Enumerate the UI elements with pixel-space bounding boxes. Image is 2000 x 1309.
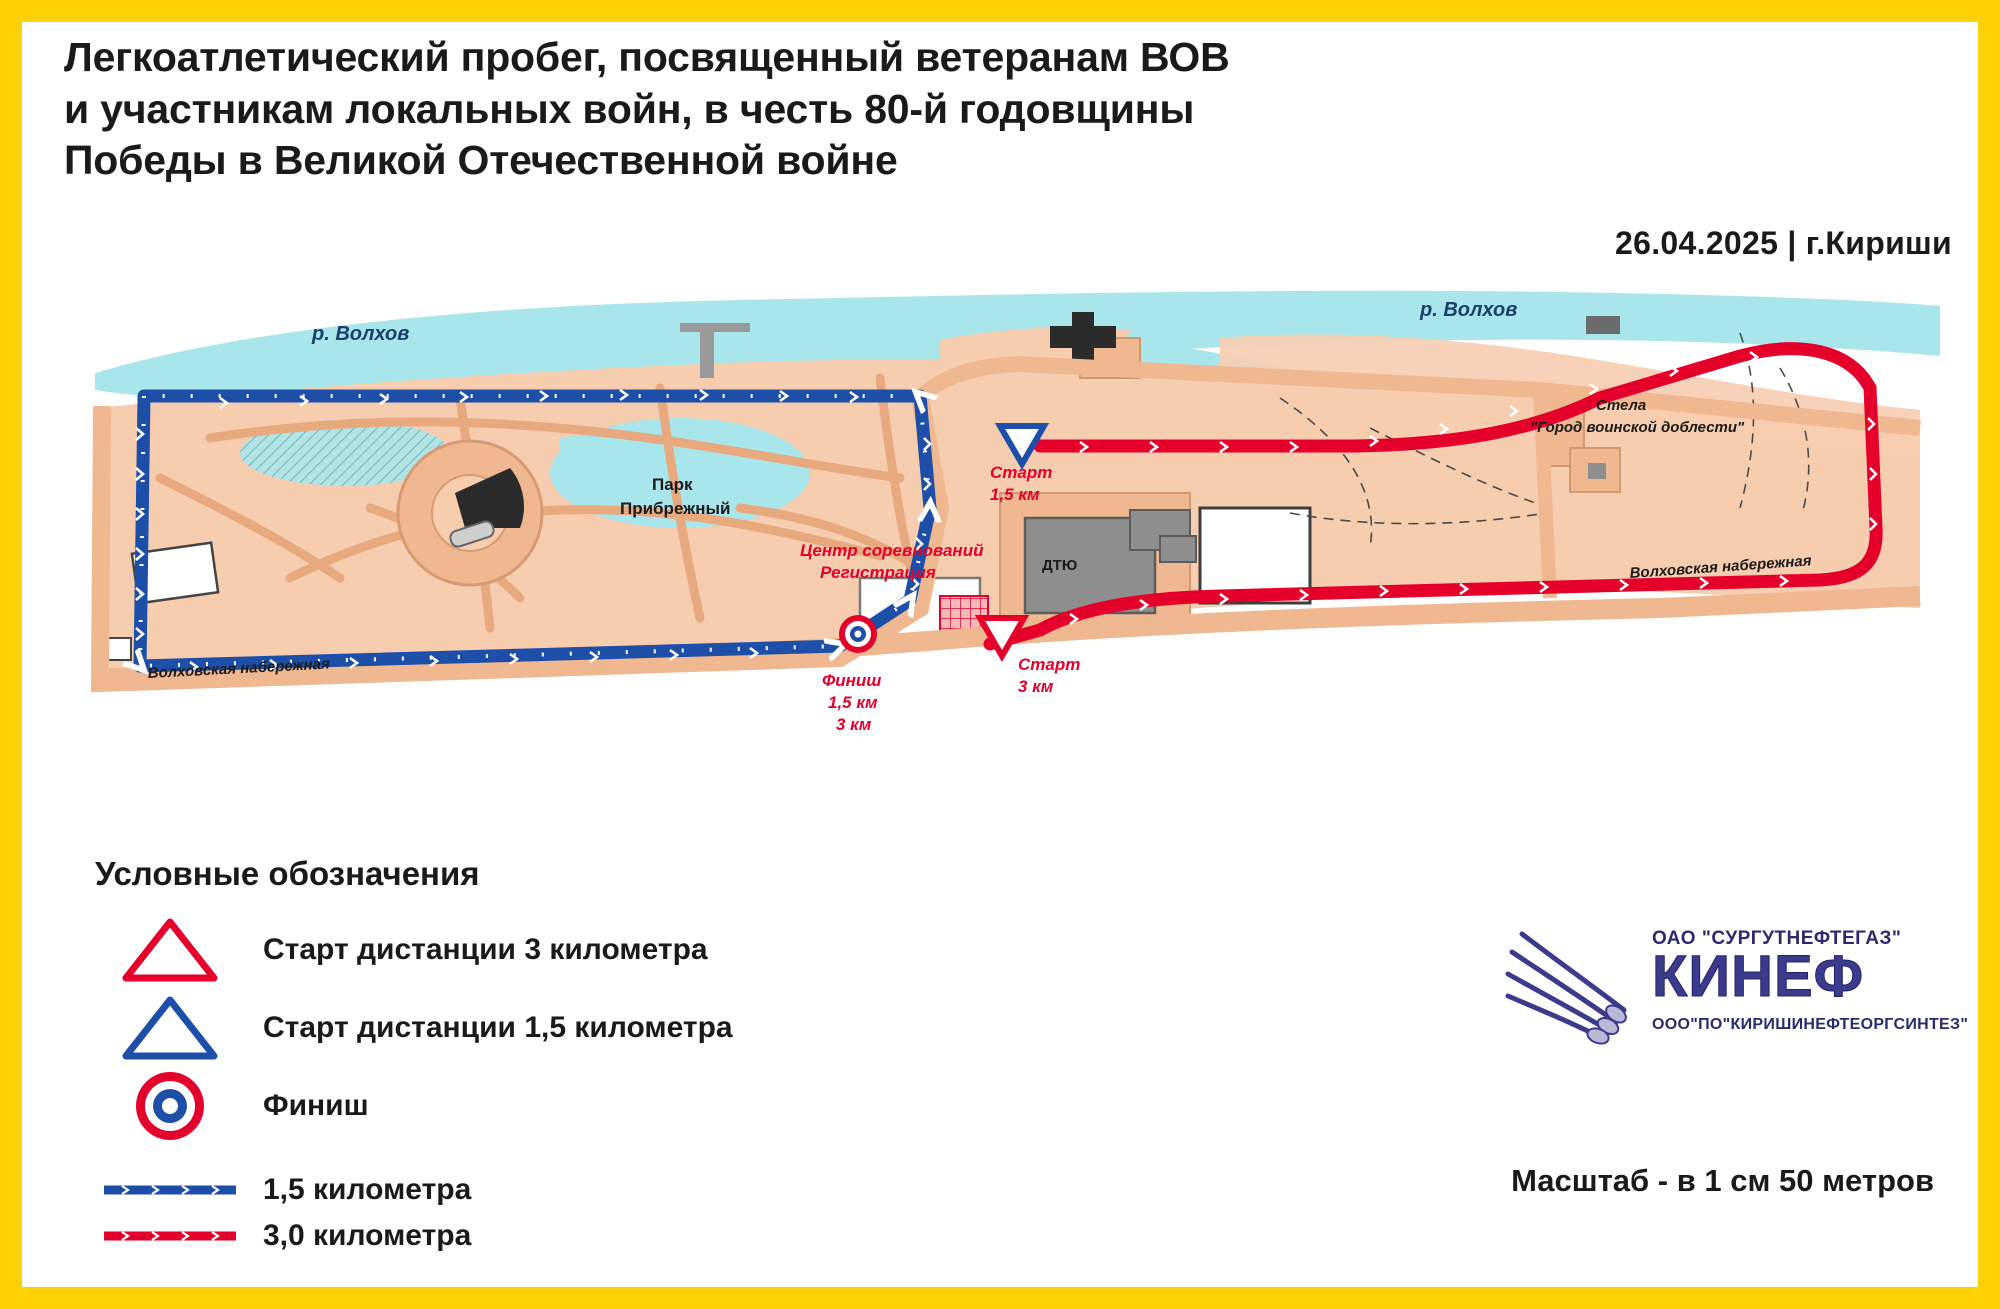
legend-item-start-3km bbox=[95, 911, 1095, 989]
legend-label-start-3km: Старт дистанции 3 километра bbox=[263, 933, 708, 966]
scale-note: Масштаб - в 1 см 50 метров bbox=[1511, 1163, 1934, 1198]
logo-main-text: КИНЕФ bbox=[1652, 944, 1865, 1009]
label-finish-c: 3 км bbox=[836, 715, 872, 734]
label-start-3km-b: 3 км bbox=[1018, 677, 1054, 696]
event-date-place: 26.04.2025 | г.Кириши bbox=[1615, 225, 1952, 261]
label-stela-1: Стела bbox=[1596, 397, 1647, 414]
label-park-1: Парк bbox=[652, 475, 693, 494]
label-park-2: Прибрежный bbox=[620, 499, 731, 518]
page-title bbox=[64, 32, 1894, 187]
label-start-3km-a: Старт bbox=[1018, 655, 1081, 674]
target-finish-icon bbox=[95, 1066, 245, 1146]
route-map bbox=[40, 278, 1960, 838]
label-river-left: р. Волхов bbox=[312, 323, 410, 345]
legend-label-start-1-5km: Старт дистанции 1,5 километра bbox=[263, 1011, 733, 1044]
title-line-1: Легкоатлетический пробег, посвященный ветеранам ВОВ bbox=[64, 34, 1230, 80]
legend-line-3km bbox=[95, 1213, 1095, 1259]
legend bbox=[95, 855, 1095, 1259]
map-marker-finish bbox=[839, 615, 877, 653]
title-line-3: Победы в Великой Отечественной войне bbox=[64, 137, 898, 184]
legend-label-line-1-5km: 1,5 километра bbox=[263, 1173, 472, 1206]
label-finish-b: 1,5 км bbox=[828, 693, 878, 712]
label-center-competitions: Центр соревнований bbox=[800, 541, 984, 560]
label-dtu: ДТЮ bbox=[1042, 557, 1078, 574]
title-line-2: и участникам локальных войн, в честь 80-й годовщины bbox=[64, 85, 1195, 132]
label-finish-a: Финиш bbox=[822, 671, 882, 690]
kinef-mark-icon bbox=[1504, 926, 1644, 1046]
triangle-red-icon bbox=[95, 916, 245, 984]
legend-item-finish bbox=[95, 1067, 1095, 1145]
logo-bottom-text: ООО"ПО"КИРИШИНЕФТЕОРГСИНТЕЗ" bbox=[1652, 1016, 1969, 1033]
label-start-1-5km-b: 1,5 км bbox=[990, 485, 1040, 504]
line-blue-icon bbox=[95, 1180, 245, 1200]
label-embankment-left: Волховская набережная bbox=[147, 655, 331, 682]
label-start-1-5km-a: Старт bbox=[990, 463, 1053, 482]
label-river-right: р. Волхов bbox=[1420, 299, 1518, 321]
triangle-blue-icon bbox=[95, 994, 245, 1062]
label-registration: Регистрация bbox=[820, 563, 936, 582]
legend-line-1-5km bbox=[95, 1167, 1095, 1213]
logo-top-text: ОАО "СУРГУТНЕФТЕГАЗ" bbox=[1652, 928, 1902, 949]
legend-label-line-3km: 3,0 километра bbox=[263, 1219, 472, 1252]
line-red-icon bbox=[95, 1226, 245, 1246]
label-stela-2: "Город воинской доблести" bbox=[1530, 419, 1745, 436]
legend-label-finish: Финиш bbox=[263, 1089, 369, 1122]
sponsor-logo bbox=[1504, 920, 1969, 1060]
legend-item-start-1-5km bbox=[95, 989, 1095, 1067]
label-embankment-right: Волховская набережная bbox=[1629, 552, 1813, 582]
legend-title: Условные обозначения bbox=[95, 855, 480, 892]
